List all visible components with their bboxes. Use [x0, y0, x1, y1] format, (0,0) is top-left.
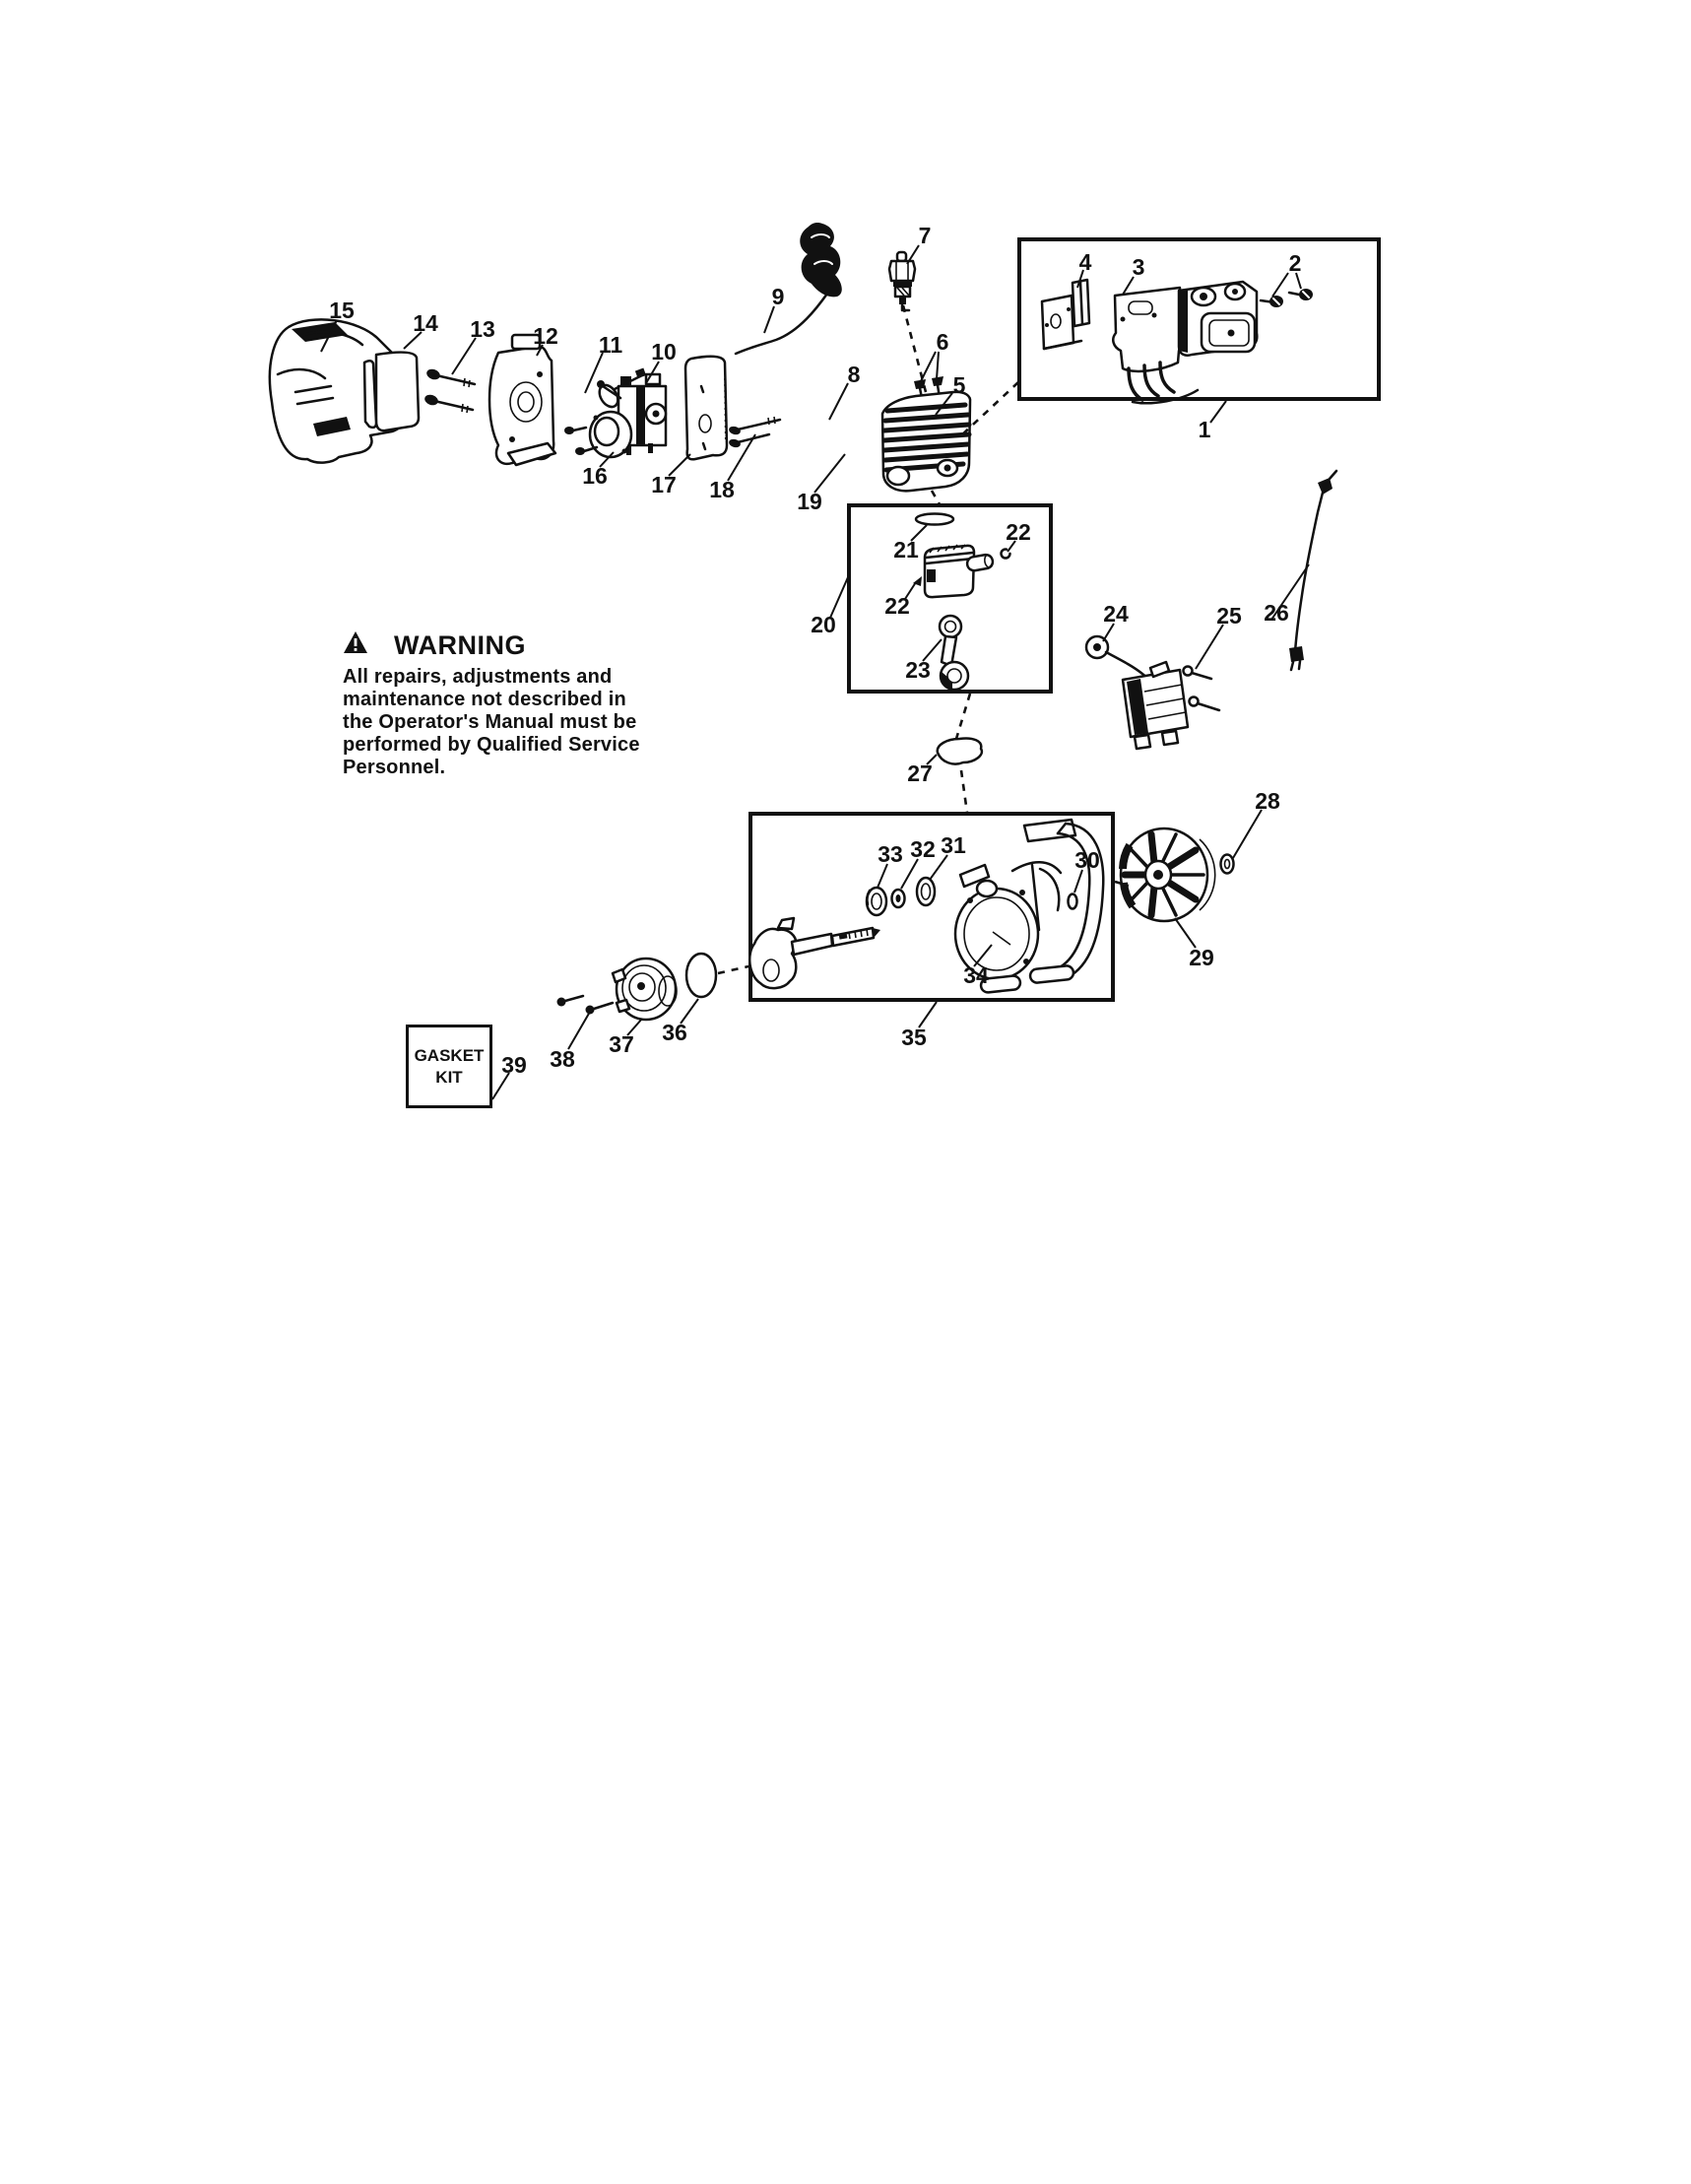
warning-block: [343, 630, 674, 779]
connecting-rod: [940, 616, 968, 690]
callout-21: 21: [893, 537, 919, 563]
starter-oring: [686, 954, 716, 997]
flywheel-nut: [1221, 855, 1234, 874]
callout-22-pin: 22: [1006, 519, 1031, 545]
spark-plug: [889, 252, 915, 310]
air-box-backplate: [489, 335, 555, 465]
callout-38: 38: [550, 1046, 575, 1072]
callout-14: 14: [413, 310, 438, 336]
starter-pulley: [613, 959, 677, 1020]
spark-plug-wire: [736, 223, 842, 354]
cylinder-gasket: [938, 738, 982, 763]
callout-1: 1: [1198, 417, 1211, 442]
callout-16: 16: [582, 463, 608, 489]
kill-wire: [1289, 471, 1336, 670]
callout-5: 5: [952, 372, 966, 398]
warning-line: the Operator's Manual must be: [343, 711, 637, 733]
intake-flange: [564, 412, 631, 457]
gasket-kit-label-line1: GASKET: [414, 1045, 485, 1065]
air-filter: [364, 353, 419, 431]
flywheel: [1121, 828, 1215, 921]
callout-24: 24: [1103, 601, 1129, 627]
callout-29: 29: [1189, 945, 1214, 970]
muffler-screws: [1261, 289, 1313, 307]
callout-26: 26: [1264, 600, 1289, 626]
crank-spacer-ring: [892, 890, 905, 907]
callout-4: 4: [1078, 249, 1092, 275]
callout-20: 20: [811, 612, 836, 637]
callout-28: 28: [1255, 788, 1280, 814]
callout-36: 36: [662, 1020, 687, 1045]
muffler-gasket: [1042, 280, 1089, 349]
cylinder-mount-screws: [728, 417, 780, 448]
warning-line: maintenance not described in: [343, 689, 626, 710]
callout-6: 6: [936, 329, 949, 355]
ignition-screws: [1184, 667, 1220, 711]
callout-31: 31: [941, 832, 966, 858]
callout-27: 27: [907, 761, 933, 786]
air-filter-screws: [423, 367, 475, 413]
callout-7: 7: [918, 223, 932, 248]
muffler: [1179, 282, 1257, 356]
callout-37: 37: [609, 1031, 634, 1057]
callout-11: 11: [598, 332, 623, 358]
warning-body: [343, 666, 674, 779]
starter-screws: [557, 996, 614, 1015]
callout-34: 34: [963, 962, 989, 988]
crankcase-oring: [1069, 894, 1077, 909]
callout-22-clip: 22: [884, 593, 910, 619]
carburetor-gasket-plate: [685, 357, 727, 460]
callout-32: 32: [910, 836, 936, 862]
callout-23: 23: [905, 657, 931, 683]
callout-9: 9: [771, 284, 785, 309]
callout-3: 3: [1132, 254, 1145, 280]
warning-line: All repairs, adjustments and: [343, 666, 613, 688]
callout-35: 35: [901, 1025, 927, 1050]
crank-seal: [917, 878, 935, 905]
warning-line: performed by Qualified Service: [343, 734, 640, 756]
piston-ring: [916, 514, 953, 525]
callout-2: 2: [1288, 250, 1302, 276]
callout-25: 25: [1216, 603, 1242, 629]
cylinder: [882, 392, 970, 491]
callout-12: 12: [533, 323, 558, 349]
warning-line: Personnel.: [343, 757, 446, 778]
callout-10: 10: [651, 339, 677, 364]
callout-18: 18: [709, 477, 735, 502]
callout-15: 15: [329, 298, 355, 323]
callout-19: 19: [797, 489, 822, 514]
gasket-kit-box: [406, 1025, 492, 1108]
callout-33: 33: [878, 841, 903, 867]
warning-title: WARNING: [394, 630, 526, 660]
crank-washer: [867, 888, 886, 915]
callout-39: 39: [501, 1052, 527, 1078]
gasket-kit-label-line2: KIT: [435, 1067, 463, 1087]
piston: [925, 545, 974, 597]
callout-30: 30: [1074, 847, 1100, 873]
ignition-module: [1086, 636, 1188, 749]
crankshaft: [749, 918, 880, 988]
callout-13: 13: [470, 316, 495, 342]
callout-8: 8: [847, 362, 861, 387]
callout-17: 17: [651, 472, 677, 497]
